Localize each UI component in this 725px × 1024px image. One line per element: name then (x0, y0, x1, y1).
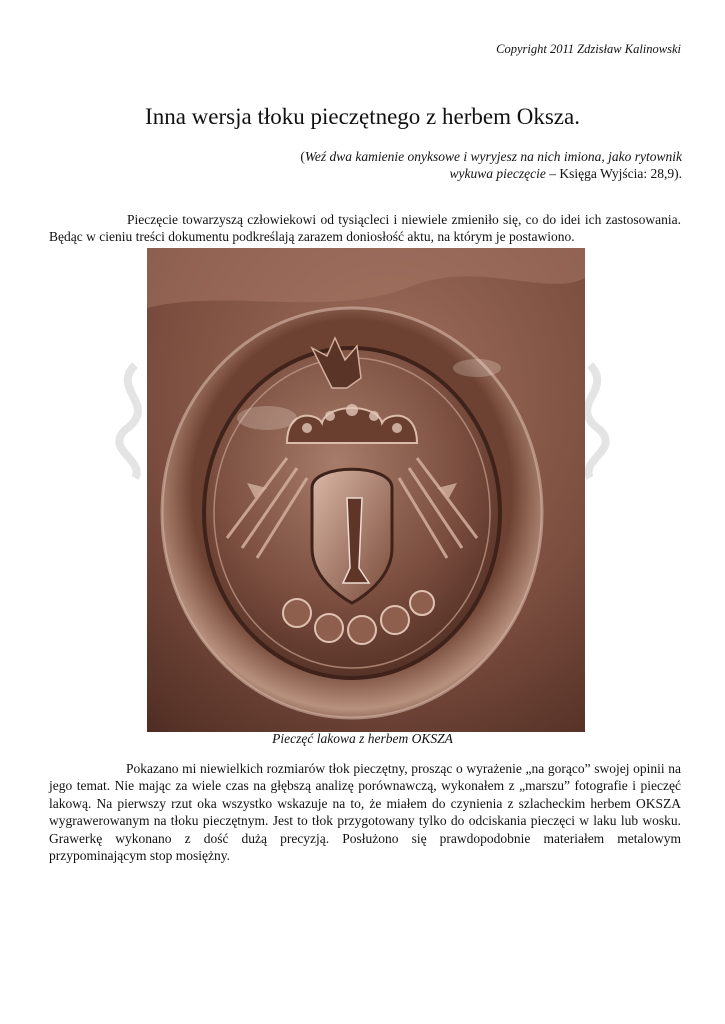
epigraph-quote: Weź dwa kamienie onyksowe i wyryjesz na nich imiona, jako rytownik wykuwa pieczęcie (304, 149, 682, 181)
page-title: Inna wersja tłoku pieczętnego z herbem Oksza. (145, 104, 580, 129)
epigraph-open-paren: ( (300, 149, 305, 164)
figure-caption: Pieczęć lakowa z herbem OKSZA (272, 731, 453, 746)
seal-photograph (147, 248, 585, 732)
intro-paragraph: Pieczęcie towarzyszą człowiekowi od tysiącleci i niewiele zmieniło się, co do idei ich zastosowania. Będąc w cieniu treści dokumentu podkreślają zarazem doniosłość aktu, na którym je postawiono. (49, 211, 681, 244)
copyright-notice: Copyright 2011 Zdzisław Kalinowski (496, 42, 681, 56)
epigraph (292, 148, 682, 182)
epigraph-source: – Księga Wyjścia: 28,9). (545, 166, 682, 181)
wax-seal-image (147, 248, 585, 732)
body-paragraph: Pokazano mi niewielkich rozmiarów tłok pieczętny, prosząc o wyrażenie „na gorąco” swojej opinii na jego temat. Nie mając za wiele czas na głębszą analizę porównawczą, wykonałem z „marszu” fotografie i pieczęć lakową. Na pierwszy rzut oka wszystko wskazuje na to, że miałem do czynienia z szlacheckim herbem OKSZA wygrawerowanym na tłoku pieczętnym. Jest to tłok przygotowany tylko do odciskania pieczęci w laku lub wosku. Grawerkę wykonano z dość dużą precyzją. Posłużono się prawdopodobnie materiałem metalowym przypominającym stop mosiężny. (49, 760, 681, 863)
